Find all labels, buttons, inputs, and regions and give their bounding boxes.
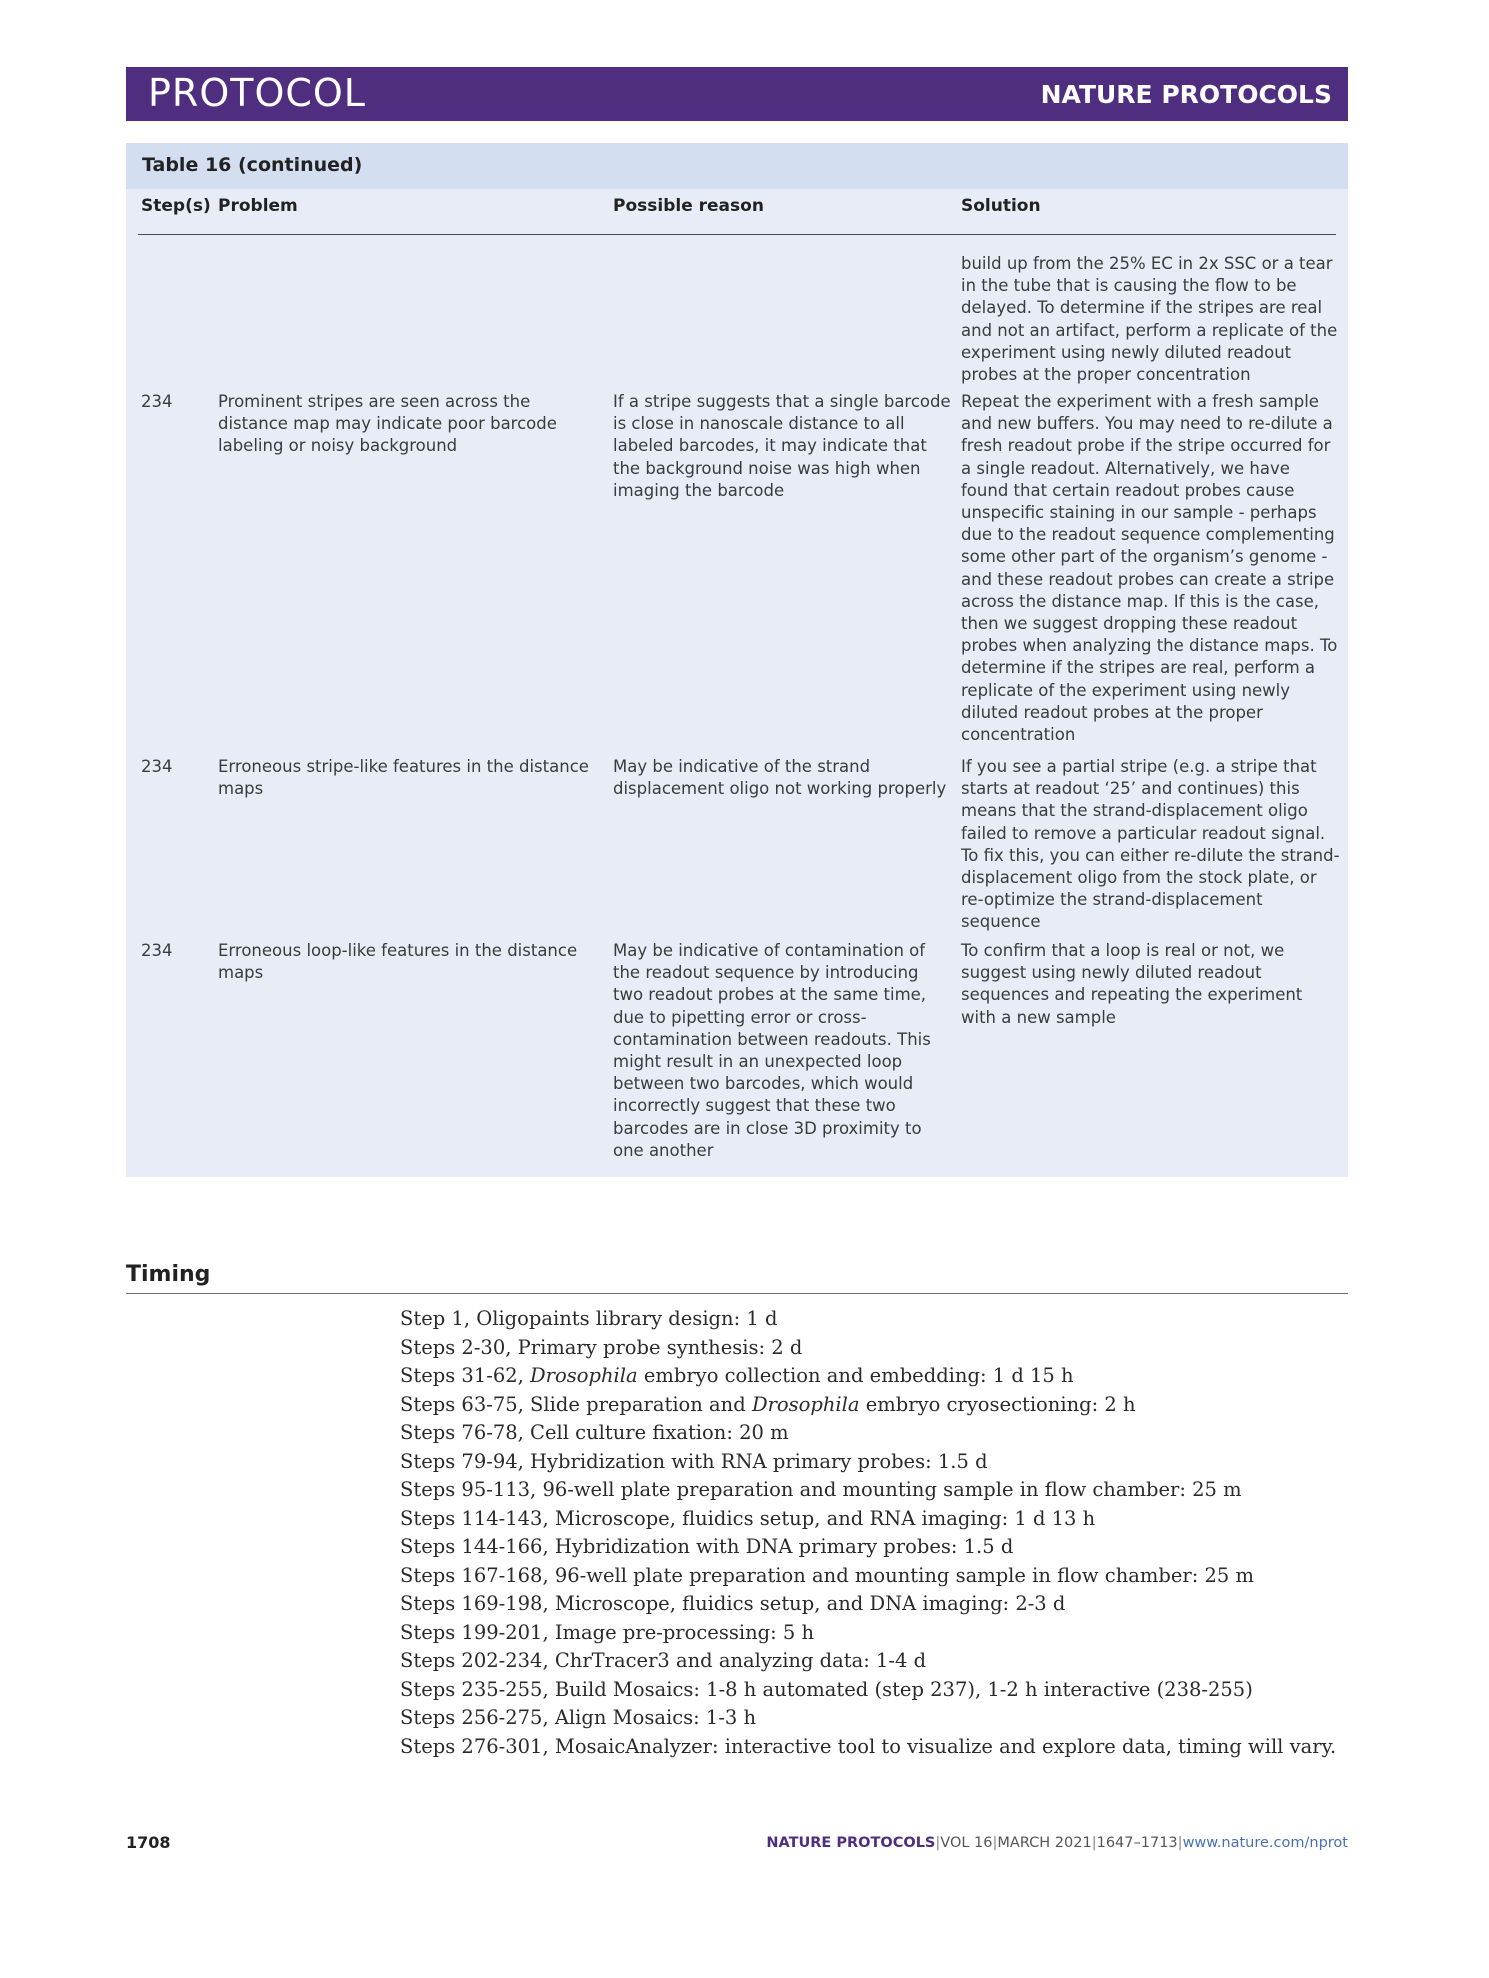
table-row-3-steps: 234 [141,941,173,960]
timing-item: Steps 276-301, MosaicAnalyzer: interactive tool to visualize and explore data, timing will vary. [400,1734,1337,1758]
timing-heading: Timing [126,1262,211,1287]
table-row-2-steps: 234 [141,757,173,776]
timing-item: Steps 144-166, Hybridization with DNA primary probes: 1.5 d [400,1535,1014,1558]
table-row-3-reason: May be indicative of contamination of the readout sequence by introducing two readout probes at the same time, due to pipetting error or cross-contamination between readouts. This might result in an unexpected loop between two barcodes, which would incorrectly suggest that these two barcodes are in close 3D proximity to one another [613,941,931,1160]
timing-item: Steps 31-62, Drosophila embryo collection and embedding: 1 d 15 h [400,1364,1074,1387]
footer-pages: 1647–1713 [1096,1835,1178,1851]
timing-item: Steps 95-113, 96-well plate preparation and mounting sample in flow chamber: 25 m [400,1478,1242,1501]
footer-volume: VOL 16 [940,1835,993,1851]
column-header-problem: Problem [218,196,298,216]
table-row-2-solution: If you see a partial stripe (e.g. a stripe that starts at readout ‘25’ and continues) this means that the strand-displacement oligo failed to remove a particular readout signal. To fix this, you can either re-dilute the strand-displacement oligo from the stock plate, or re-optimize the strand-displacement sequence [961,757,1340,932]
table-row-1-solution: Repeat the experiment with a fresh sample and new buffers. You may need to re-dilute a fresh readout probe if the stripe occurred for a single readout. Alternatively, we have found that certain readout probes cause unspecific staining in our sample - perhaps due to the readout sequence complementing some other part of the organism’s genome - and these readout probes can create a stripe across the distance map. If this is the case, then we suggest dropping these readout probes when analyzing the distance maps. To determine if the stripes are real, perform a replicate of the experiment using newly diluted readout probes at the proper concentration [961,392,1338,745]
timing-list [400,1305,1348,1761]
table-caption: Table 16 (continued) [142,154,363,176]
footer-date: MARCH 2021 [997,1835,1092,1851]
column-header-solution: Solution [961,196,1041,216]
timing-item: Steps 235-255, Build Mosaics: 1-8 h automated (step 237), 1-2 h interactive (238-255) [400,1677,1253,1701]
table-row-1-steps: 234 [141,392,173,411]
timing-item: Steps 114-143, Microscope, fluidics setup, and RNA imaging: 1 d 13 h [400,1506,1096,1530]
table-caption-bar [126,143,1348,189]
table-row-2-problem: Erroneous stripe-like features in the distance maps [218,757,589,799]
page-number: 1708 [126,1833,171,1852]
timing-item: Steps 76-78, Cell culture fixation: 20 m [400,1421,789,1444]
column-header-steps: Step(s) [141,196,211,216]
table-row-1-reason: If a stripe suggests that a single barcode is close in nanoscale distance to all labeled barcodes, it may indicate that the background noise was high when imaging the barcode [613,392,951,500]
timing-item: Steps 63-75, Slide preparation and Drosophila embryo cryosectioning: 2 h [400,1392,1136,1416]
table-row-2-reason: May be indicative of the strand displacement oligo not working properly [613,757,947,799]
journal-label: NATURE PROTOCOLS [1040,80,1332,109]
continued-solution-cell: build up from the 25% EC in 2x SSC or a tear in the tube that is causing the flow to be delayed. To determine if the stripes are real and not an artifact, perform a replicate of the experiment using newly diluted readout probes at the proper concentration [961,254,1338,385]
timing-item: Steps 167-168, 96-well plate preparation and mounting sample in flow chamber: 25 m [400,1563,1254,1587]
header-rule [138,234,1336,235]
timing-item: Steps 2-30, Primary probe synthesis: 2 d [400,1335,803,1359]
table-row-1-problem: Prominent stripes are seen across the distance map may indicate poor barcode labeling or noisy background [218,392,557,456]
footer-citation: NATURE PROTOCOLS|VOL 16|MARCH 2021|1647–1713|www.nature.com/nprot [766,1835,1348,1851]
footer-journal: NATURE PROTOCOLS [766,1835,936,1851]
section-label: PROTOCOL [148,71,366,115]
column-header-reason: Possible reason [613,196,764,216]
timing-item: Steps 202-234, ChrTracer3 and analyzing data: 1-4 d [400,1649,927,1672]
table-row-3-problem: Erroneous loop-like features in the distance maps [218,941,578,983]
timing-item: Steps 199-201, Image pre-processing: 5 h [400,1620,815,1644]
timing-item: Step 1, Oligopaints library design: 1 d [400,1307,778,1330]
header-bar [126,67,1348,121]
timing-item: Steps 79-94, Hybridization with RNA primary probes: 1.5 d [400,1449,988,1473]
timing-rule [126,1293,1348,1294]
timing-item: Steps 256-275, Align Mosaics: 1-3 h [400,1706,757,1729]
footer-url[interactable]: www.nature.com/nprot [1182,1835,1348,1851]
timing-item: Steps 169-198, Microscope, fluidics setup, and DNA imaging: 2-3 d [400,1592,1066,1615]
table-row-3-solution: To confirm that a loop is real or not, we suggest using newly diluted readout sequences and repeating the experiment with a new sample [961,941,1303,1027]
